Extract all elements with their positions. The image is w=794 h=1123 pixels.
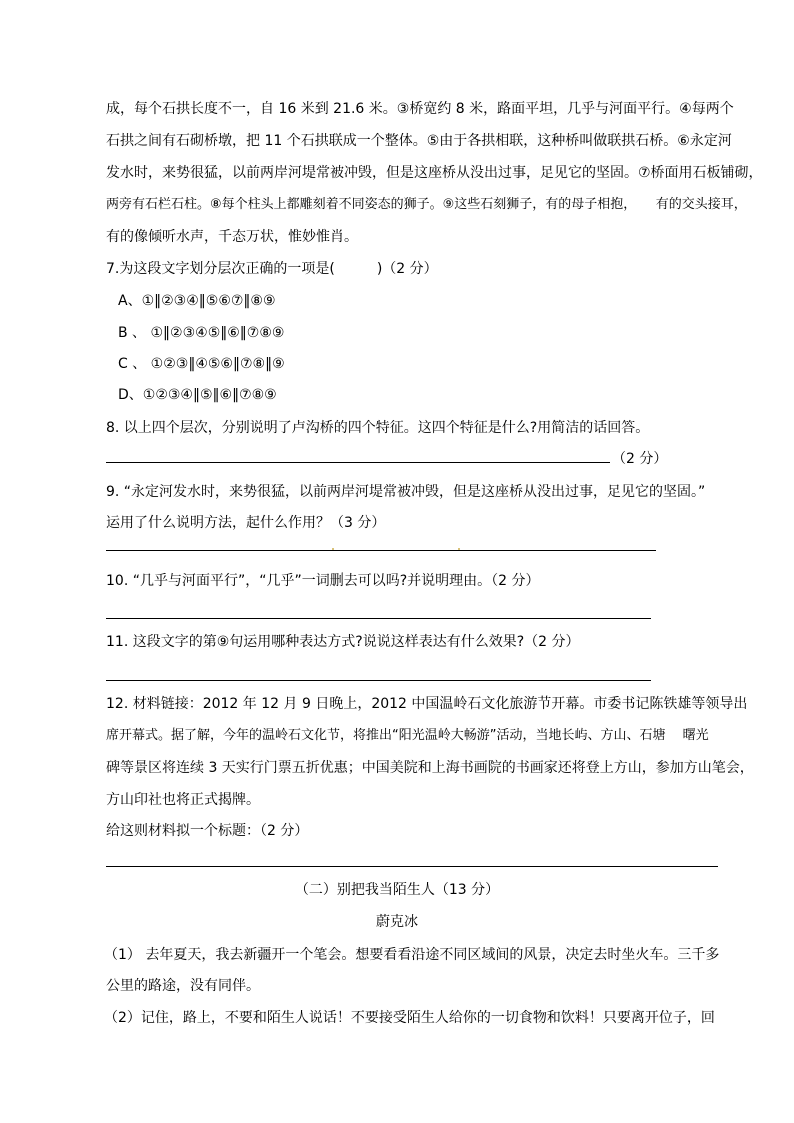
option-b: B 、 ①‖②③④⑤‖⑥‖⑦⑧⑨ <box>118 325 285 341</box>
answer-line <box>106 618 651 619</box>
passage-line: 有的像倾听水声，千态万状，惟妙惟肖。 <box>106 229 358 245</box>
paragraph-2: （2）记住，路上，不要和陌生人说话！不要接受陌生人给你的一切食物和饮料！只要离开位子，回 <box>104 1010 715 1026</box>
passage-line: 成，每个石拱长度不一，自 16 米到 21.6 米。③桥宽约 8 米，路面平坦，几乎与河面平行。④每两个 <box>106 101 734 117</box>
passage-line: 两旁有石栏石柱。⑧每个柱头上都雕刻着不同姿态的狮子。⑨这些石刻狮子，有的母子相抱， 有的交头接耳， <box>106 197 747 212</box>
question-7-stem: 7.为这段文字划分层次正确的一项是( )（2 分） <box>106 261 438 277</box>
speck <box>458 548 460 550</box>
option-c: C 、 ①②③‖④⑤⑥‖⑦⑧‖⑨ <box>118 356 285 372</box>
question-9-stem: 运用了什么说明方法，起什么作用？（3 分） <box>106 515 386 531</box>
paragraph-1: 公里的路途，没有同伴。 <box>106 978 260 994</box>
answer-line <box>106 866 718 867</box>
material-line: 12. 材料链接：2012 年 12 月 9 日晚上，2012 中国温岭石文化旅游节开幕。市委书记陈铁雄等领导出 <box>106 696 748 712</box>
material-line: 方山印社也将正式揭牌。 <box>106 792 260 808</box>
question-8-score: （2 分） <box>612 451 668 467</box>
passage-line: 石拱之间有石砌桥墩，把 11 个石拱联成一个整体。⑤由于各拱相联，这种桥叫做联拱石桥。⑥永定河 <box>106 133 732 149</box>
question-11-stem: 11. 这段文字的第⑨句运用哪种表达方式?说说这样表达有什么效果?（2 分） <box>106 634 580 650</box>
passage-line: 发水时，来势很猛，以前两岸河堤常被冲毁，但是这座桥从没出过事，足见它的坚固。⑦桥面用石板铺砌， <box>106 165 763 181</box>
question-8-stem: 8. 以上四个层次，分别说明了卢沟桥的四个特征。这四个特征是什么?用简洁的话回答。 <box>106 420 650 436</box>
author-name: 蔚克冰 <box>376 914 418 930</box>
material-line: 碑等景区将连续 3 天实行门票五折优惠；中国美院和上海书画院的书画家还将登上方山，参加方山笔会， <box>106 760 754 776</box>
option-a: A、①‖②③④‖⑤⑥⑦‖⑧⑨ <box>118 293 276 309</box>
answer-line <box>106 462 610 463</box>
answer-line <box>106 680 651 681</box>
section-title: （二）别把我当陌生人（13 分） <box>294 882 500 898</box>
speck <box>332 548 334 550</box>
material-line: 席开幕式。据了解，今年的温岭石文化节，将推出“阳光温岭大畅游”活动，当地长屿、方山、石塘 曙光 <box>106 728 709 743</box>
answer-line <box>106 550 656 551</box>
question-9-stem: 9. “永定河发水时，来势很猛，以前两岸河堤常被冲毁，但是这座桥从没出过事，足见它的坚固。” <box>106 484 706 500</box>
question-12-prompt: 给这则材料拟一个标题：（2 分） <box>106 823 309 839</box>
option-d: D、①②③④‖⑤‖⑥‖⑦⑧⑨ <box>118 387 277 403</box>
question-10-stem: 10. “几乎与河面平行”，“几乎”一词删去可以吗?并说明理由。（2 分） <box>106 573 540 589</box>
paragraph-1: （1） 去年夏天，我去新疆开一个笔会。想要看看沿途不同区域间的风景，决定去时坐火车。三千多 <box>104 947 720 963</box>
